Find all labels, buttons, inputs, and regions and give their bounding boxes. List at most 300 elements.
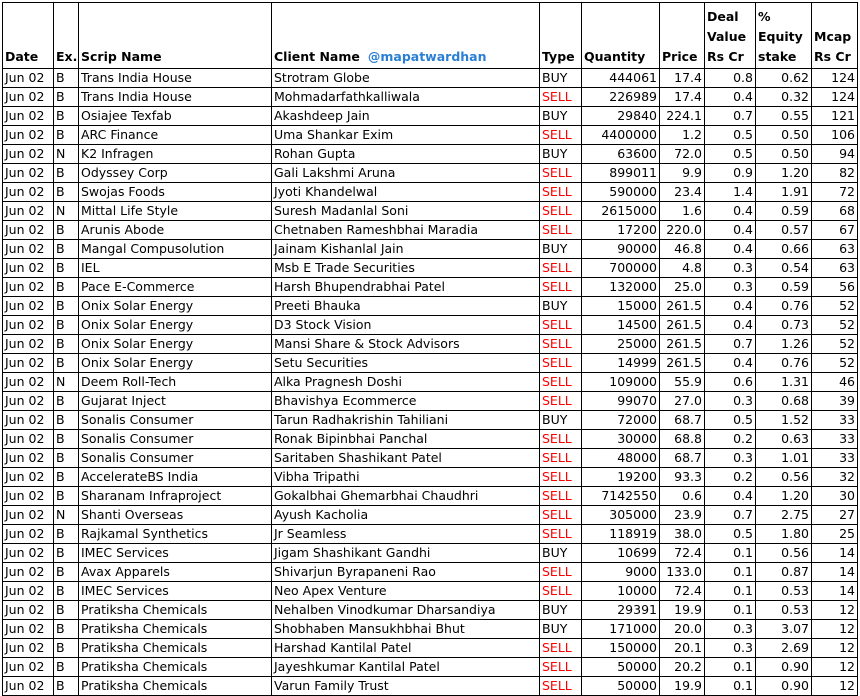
scrip-cell: Trans India House [79, 69, 272, 88]
equity-stake-cell: 2.69 [756, 639, 812, 658]
date-cell: Jun 02 [3, 164, 54, 183]
type-cell: SELL [540, 202, 582, 221]
scrip-cell: Onix Solar Energy [79, 335, 272, 354]
date-cell: Jun 02 [3, 202, 54, 221]
client-cell: Akashdeep Jain [272, 107, 540, 126]
price-cell: 224.1 [660, 107, 705, 126]
mcap-cell: 14 [812, 544, 858, 563]
exchange-cell: B [54, 392, 79, 411]
table-row [3, 411, 858, 430]
scrip-cell: K2 Infragen [79, 145, 272, 164]
date-cell: Jun 02 [3, 620, 54, 639]
header-deal-value-2: Value [707, 29, 747, 44]
deal-value-cell: 0.1 [705, 658, 756, 677]
equity-stake-cell: 0.32 [756, 88, 812, 107]
mcap-cell: 12 [812, 601, 858, 620]
client-cell: Mohmadarfathkalliwala [272, 88, 540, 107]
price-cell: 261.5 [660, 297, 705, 316]
table-row [3, 145, 858, 164]
price-cell: 68.7 [660, 411, 705, 430]
scrip-cell: Trans India House [79, 88, 272, 107]
exchange-cell: B [54, 183, 79, 202]
quantity-cell: 171000 [582, 620, 660, 639]
date-cell: Jun 02 [3, 487, 54, 506]
mcap-cell: 124 [812, 69, 858, 88]
equity-stake-cell: 1.52 [756, 411, 812, 430]
price-cell: 261.5 [660, 335, 705, 354]
deal-value-cell: 0.4 [705, 316, 756, 335]
equity-stake-cell: 0.76 [756, 297, 812, 316]
price-cell: 19.9 [660, 601, 705, 620]
price-cell: 72.4 [660, 582, 705, 601]
price-cell: 261.5 [660, 316, 705, 335]
deal-value-cell: 0.7 [705, 107, 756, 126]
deal-value-cell: 0.7 [705, 335, 756, 354]
price-cell: 19.9 [660, 677, 705, 696]
client-cell: Jyoti Khandelwal [272, 183, 540, 202]
quantity-cell: 19200 [582, 468, 660, 487]
quantity-cell: 99070 [582, 392, 660, 411]
quantity-cell: 50000 [582, 677, 660, 696]
client-cell: Nehalben Vinodkumar Dharsandiya [272, 601, 540, 620]
equity-stake-cell: 1.31 [756, 373, 812, 392]
date-cell: Jun 02 [3, 468, 54, 487]
header-client-label: Client Name [274, 49, 360, 64]
type-cell: SELL [540, 582, 582, 601]
quantity-cell: 17200 [582, 221, 660, 240]
client-cell: Msb E Trade Securities [272, 259, 540, 278]
price-cell: 261.5 [660, 354, 705, 373]
type-cell: SELL [540, 335, 582, 354]
deal-value-cell: 0.3 [705, 449, 756, 468]
client-cell: Suresh Madanlal Soni [272, 202, 540, 221]
exchange-cell: B [54, 487, 79, 506]
type-cell: SELL [540, 259, 582, 278]
mcap-cell: 68 [812, 202, 858, 221]
mcap-cell: 33 [812, 430, 858, 449]
mcap-cell: 121 [812, 107, 858, 126]
scrip-cell: Mittal Life Style [79, 202, 272, 221]
client-cell: Tarun Radhakrishin Tahiliani [272, 411, 540, 430]
table-row [3, 297, 858, 316]
scrip-cell: Pratiksha Chemicals [79, 677, 272, 696]
mcap-cell: 46 [812, 373, 858, 392]
deal-value-cell: 0.9 [705, 164, 756, 183]
type-cell: SELL [540, 658, 582, 677]
mcap-cell: 33 [812, 411, 858, 430]
price-cell: 4.8 [660, 259, 705, 278]
type-cell: BUY [540, 297, 582, 316]
type-cell: SELL [540, 430, 582, 449]
header-price: Price [660, 3, 705, 69]
quantity-cell: 444061 [582, 69, 660, 88]
scrip-cell: Onix Solar Energy [79, 354, 272, 373]
type-cell: SELL [540, 563, 582, 582]
equity-stake-cell: 0.59 [756, 202, 812, 221]
quantity-cell: 50000 [582, 658, 660, 677]
type-cell: SELL [540, 506, 582, 525]
price-cell: 220.0 [660, 221, 705, 240]
deal-value-cell: 0.1 [705, 582, 756, 601]
date-cell: Jun 02 [3, 88, 54, 107]
quantity-cell: 15000 [582, 297, 660, 316]
exchange-cell: B [54, 278, 79, 297]
header-equity-stake [756, 3, 812, 69]
table-row [3, 430, 858, 449]
client-cell: Setu Securities [272, 354, 540, 373]
author-handle: @mapatwardhan [367, 49, 487, 64]
deal-value-cell: 0.1 [705, 563, 756, 582]
mcap-cell: 27 [812, 506, 858, 525]
type-cell: SELL [540, 316, 582, 335]
mcap-cell: 12 [812, 620, 858, 639]
table-row [3, 335, 858, 354]
header-deal-value-3: Rs Cr [707, 49, 744, 64]
table-row [3, 449, 858, 468]
scrip-cell: Rajkamal Synthetics [79, 525, 272, 544]
exchange-cell: B [54, 297, 79, 316]
scrip-cell: Odyssey Corp [79, 164, 272, 183]
date-cell: Jun 02 [3, 126, 54, 145]
client-cell: Chetnaben Rameshbhai Maradia [272, 221, 540, 240]
date-cell: Jun 02 [3, 392, 54, 411]
equity-stake-cell: 0.73 [756, 316, 812, 335]
price-cell: 17.4 [660, 88, 705, 107]
mcap-cell: 12 [812, 658, 858, 677]
date-cell: Jun 02 [3, 354, 54, 373]
scrip-cell: Gujarat Inject [79, 392, 272, 411]
table-row [3, 221, 858, 240]
table-row [3, 525, 858, 544]
header-equity-2: Equity [758, 29, 803, 44]
exchange-cell: B [54, 525, 79, 544]
type-cell: SELL [540, 525, 582, 544]
client-cell: Gokalbhai Ghemarbhai Chaudhri [272, 487, 540, 506]
exchange-cell: B [54, 164, 79, 183]
client-cell: Bhavishya Ecommerce [272, 392, 540, 411]
date-cell: Jun 02 [3, 430, 54, 449]
mcap-cell: 106 [812, 126, 858, 145]
type-cell: SELL [540, 354, 582, 373]
date-cell: Jun 02 [3, 449, 54, 468]
equity-stake-cell: 0.68 [756, 392, 812, 411]
exchange-cell: B [54, 658, 79, 677]
scrip-cell: Mangal Compusolution [79, 240, 272, 259]
price-cell: 1.6 [660, 202, 705, 221]
scrip-cell: Onix Solar Energy [79, 297, 272, 316]
mcap-cell: 63 [812, 259, 858, 278]
type-cell: SELL [540, 183, 582, 202]
price-cell: 46.8 [660, 240, 705, 259]
mcap-cell: 30 [812, 487, 858, 506]
header-mcap-1: Mcap [814, 29, 852, 44]
price-cell: 72.0 [660, 145, 705, 164]
equity-stake-cell: 3.07 [756, 620, 812, 639]
quantity-cell: 10000 [582, 582, 660, 601]
header-deal-value-1: Deal [707, 9, 739, 24]
equity-stake-cell: 0.87 [756, 563, 812, 582]
client-cell: Alka Pragnesh Doshi [272, 373, 540, 392]
date-cell: Jun 02 [3, 221, 54, 240]
exchange-cell: B [54, 259, 79, 278]
type-cell: SELL [540, 164, 582, 183]
quantity-cell: 2615000 [582, 202, 660, 221]
equity-stake-cell: 0.56 [756, 468, 812, 487]
equity-stake-cell: 0.90 [756, 677, 812, 696]
scrip-cell: IMEC Services [79, 544, 272, 563]
deal-value-cell: 0.6 [705, 373, 756, 392]
header-mcap-2: Rs Cr [814, 49, 851, 64]
date-cell: Jun 02 [3, 297, 54, 316]
type-cell: SELL [540, 677, 582, 696]
mcap-cell: 25 [812, 525, 858, 544]
type-cell: SELL [540, 278, 582, 297]
scrip-cell: ARC Finance [79, 126, 272, 145]
quantity-cell: 25000 [582, 335, 660, 354]
table-row [3, 69, 858, 88]
quantity-cell: 14999 [582, 354, 660, 373]
client-cell: Varun Family Trust [272, 677, 540, 696]
exchange-cell: B [54, 468, 79, 487]
exchange-cell: B [54, 601, 79, 620]
scrip-cell: Osiajee Texfab [79, 107, 272, 126]
exchange-cell: B [54, 335, 79, 354]
price-cell: 25.0 [660, 278, 705, 297]
equity-stake-cell: 1.01 [756, 449, 812, 468]
deal-value-cell: 0.3 [705, 639, 756, 658]
header-row [3, 3, 858, 69]
deal-value-cell: 0.2 [705, 430, 756, 449]
client-cell: Preeti Bhauka [272, 297, 540, 316]
exchange-cell: B [54, 677, 79, 696]
mcap-cell: 124 [812, 88, 858, 107]
equity-stake-cell: 1.91 [756, 183, 812, 202]
header-type: Type [540, 3, 582, 69]
client-cell: Harshad Kantilal Patel [272, 639, 540, 658]
scrip-cell: AccelerateBS India [79, 468, 272, 487]
price-cell: 23.4 [660, 183, 705, 202]
date-cell: Jun 02 [3, 145, 54, 164]
equity-stake-cell: 0.62 [756, 69, 812, 88]
mcap-cell: 39 [812, 392, 858, 411]
scrip-cell: Sonalis Consumer [79, 430, 272, 449]
date-cell: Jun 02 [3, 373, 54, 392]
type-cell: SELL [540, 373, 582, 392]
deal-value-cell: 0.4 [705, 221, 756, 240]
exchange-cell: B [54, 430, 79, 449]
price-cell: 20.1 [660, 639, 705, 658]
equity-stake-cell: 0.56 [756, 544, 812, 563]
client-cell: Rohan Gupta [272, 145, 540, 164]
price-cell: 27.0 [660, 392, 705, 411]
quantity-cell: 90000 [582, 240, 660, 259]
equity-stake-cell: 0.76 [756, 354, 812, 373]
exchange-cell: B [54, 88, 79, 107]
type-cell: BUY [540, 107, 582, 126]
equity-stake-cell: 0.55 [756, 107, 812, 126]
table-row [3, 183, 858, 202]
mcap-cell: 32 [812, 468, 858, 487]
quantity-cell: 109000 [582, 373, 660, 392]
client-cell: Ayush Kacholia [272, 506, 540, 525]
date-cell: Jun 02 [3, 639, 54, 658]
table-row [3, 658, 858, 677]
client-cell: Jigam Shashikant Gandhi [272, 544, 540, 563]
exchange-cell: B [54, 620, 79, 639]
mcap-cell: 14 [812, 563, 858, 582]
date-cell: Jun 02 [3, 544, 54, 563]
client-cell: Strotram Globe [272, 69, 540, 88]
type-cell: BUY [540, 620, 582, 639]
client-cell: Uma Shankar Exim [272, 126, 540, 145]
scrip-cell: Shanti Overseas [79, 506, 272, 525]
quantity-cell: 4400000 [582, 126, 660, 145]
table-row [3, 240, 858, 259]
mcap-cell: 67 [812, 221, 858, 240]
exchange-cell: B [54, 107, 79, 126]
price-cell: 72.4 [660, 544, 705, 563]
table-row [3, 544, 858, 563]
client-cell: Ronak Bipinbhai Panchal [272, 430, 540, 449]
quantity-cell: 29840 [582, 107, 660, 126]
mcap-cell: 12 [812, 677, 858, 696]
equity-stake-cell: 0.53 [756, 582, 812, 601]
equity-stake-cell: 1.26 [756, 335, 812, 354]
mcap-cell: 33 [812, 449, 858, 468]
table-row [3, 639, 858, 658]
table-row [3, 677, 858, 696]
scrip-cell: Avax Apparels [79, 563, 272, 582]
mcap-cell: 52 [812, 335, 858, 354]
price-cell: 93.3 [660, 468, 705, 487]
quantity-cell: 10699 [582, 544, 660, 563]
price-cell: 20.2 [660, 658, 705, 677]
price-cell: 0.6 [660, 487, 705, 506]
table-row [3, 126, 858, 145]
client-cell: Saritaben Shashikant Patel [272, 449, 540, 468]
exchange-cell: B [54, 411, 79, 430]
table-row [3, 506, 858, 525]
equity-stake-cell: 1.80 [756, 525, 812, 544]
deal-value-cell: 0.5 [705, 145, 756, 164]
scrip-cell: Onix Solar Energy [79, 316, 272, 335]
quantity-cell: 30000 [582, 430, 660, 449]
exchange-cell: B [54, 582, 79, 601]
scrip-cell: Pratiksha Chemicals [79, 601, 272, 620]
price-cell: 133.0 [660, 563, 705, 582]
exchange-cell: B [54, 354, 79, 373]
table-row [3, 164, 858, 183]
client-cell: Shivarjun Byrapaneni Rao [272, 563, 540, 582]
date-cell: Jun 02 [3, 582, 54, 601]
table-row [3, 601, 858, 620]
client-cell: Jayeshkumar Kantilal Patel [272, 658, 540, 677]
mcap-cell: 52 [812, 354, 858, 373]
client-cell: Jainam Kishanlal Jain [272, 240, 540, 259]
exchange-cell: N [54, 506, 79, 525]
exchange-cell: B [54, 639, 79, 658]
client-cell: Harsh Bhupendrabhai Patel [272, 278, 540, 297]
header-deal-value [705, 3, 756, 69]
date-cell: Jun 02 [3, 107, 54, 126]
quantity-cell: 590000 [582, 183, 660, 202]
table-row [3, 316, 858, 335]
deal-value-cell: 0.7 [705, 506, 756, 525]
header-exchange: Ex. [54, 3, 79, 69]
deal-value-cell: 0.8 [705, 69, 756, 88]
date-cell: Jun 02 [3, 316, 54, 335]
quantity-cell: 14500 [582, 316, 660, 335]
scrip-cell: Sonalis Consumer [79, 411, 272, 430]
client-cell: Vibha Tripathi [272, 468, 540, 487]
type-cell: SELL [540, 392, 582, 411]
deal-value-cell: 0.1 [705, 677, 756, 696]
table-row [3, 278, 858, 297]
exchange-cell: B [54, 240, 79, 259]
scrip-cell: Deem Roll-Tech [79, 373, 272, 392]
deal-value-cell: 1.4 [705, 183, 756, 202]
quantity-cell: 700000 [582, 259, 660, 278]
type-cell: BUY [540, 601, 582, 620]
date-cell: Jun 02 [3, 240, 54, 259]
deal-value-cell: 0.1 [705, 544, 756, 563]
quantity-cell: 226989 [582, 88, 660, 107]
table-row [3, 202, 858, 221]
equity-stake-cell: 0.63 [756, 430, 812, 449]
date-cell: Jun 02 [3, 563, 54, 582]
type-cell: SELL [540, 468, 582, 487]
quantity-cell: 72000 [582, 411, 660, 430]
exchange-cell: B [54, 544, 79, 563]
table-row [3, 259, 858, 278]
equity-stake-cell: 2.75 [756, 506, 812, 525]
mcap-cell: 56 [812, 278, 858, 297]
type-cell: BUY [540, 69, 582, 88]
deal-value-cell: 0.3 [705, 259, 756, 278]
header-scrip: Scrip Name [79, 3, 272, 69]
deal-value-cell: 0.4 [705, 487, 756, 506]
price-cell: 68.8 [660, 430, 705, 449]
quantity-cell: 63600 [582, 145, 660, 164]
date-cell: Jun 02 [3, 183, 54, 202]
deal-value-cell: 0.4 [705, 202, 756, 221]
date-cell: Jun 02 [3, 278, 54, 297]
date-cell: Jun 02 [3, 411, 54, 430]
mcap-cell: 52 [812, 297, 858, 316]
table-row [3, 487, 858, 506]
equity-stake-cell: 0.59 [756, 278, 812, 297]
table-row [3, 107, 858, 126]
date-cell: Jun 02 [3, 677, 54, 696]
equity-stake-cell: 0.50 [756, 145, 812, 164]
mcap-cell: 94 [812, 145, 858, 164]
type-cell: BUY [540, 411, 582, 430]
mcap-cell: 72 [812, 183, 858, 202]
exchange-cell: N [54, 373, 79, 392]
price-cell: 20.0 [660, 620, 705, 639]
price-cell: 55.9 [660, 373, 705, 392]
date-cell: Jun 02 [3, 658, 54, 677]
deal-value-cell: 0.5 [705, 525, 756, 544]
exchange-cell: N [54, 145, 79, 164]
type-cell: SELL [540, 88, 582, 107]
date-cell: Jun 02 [3, 69, 54, 88]
table-body [3, 69, 858, 696]
equity-stake-cell: 0.66 [756, 240, 812, 259]
client-cell: Mansi Share & Stock Advisors [272, 335, 540, 354]
client-cell: Jr Seamless [272, 525, 540, 544]
quantity-cell: 7142550 [582, 487, 660, 506]
